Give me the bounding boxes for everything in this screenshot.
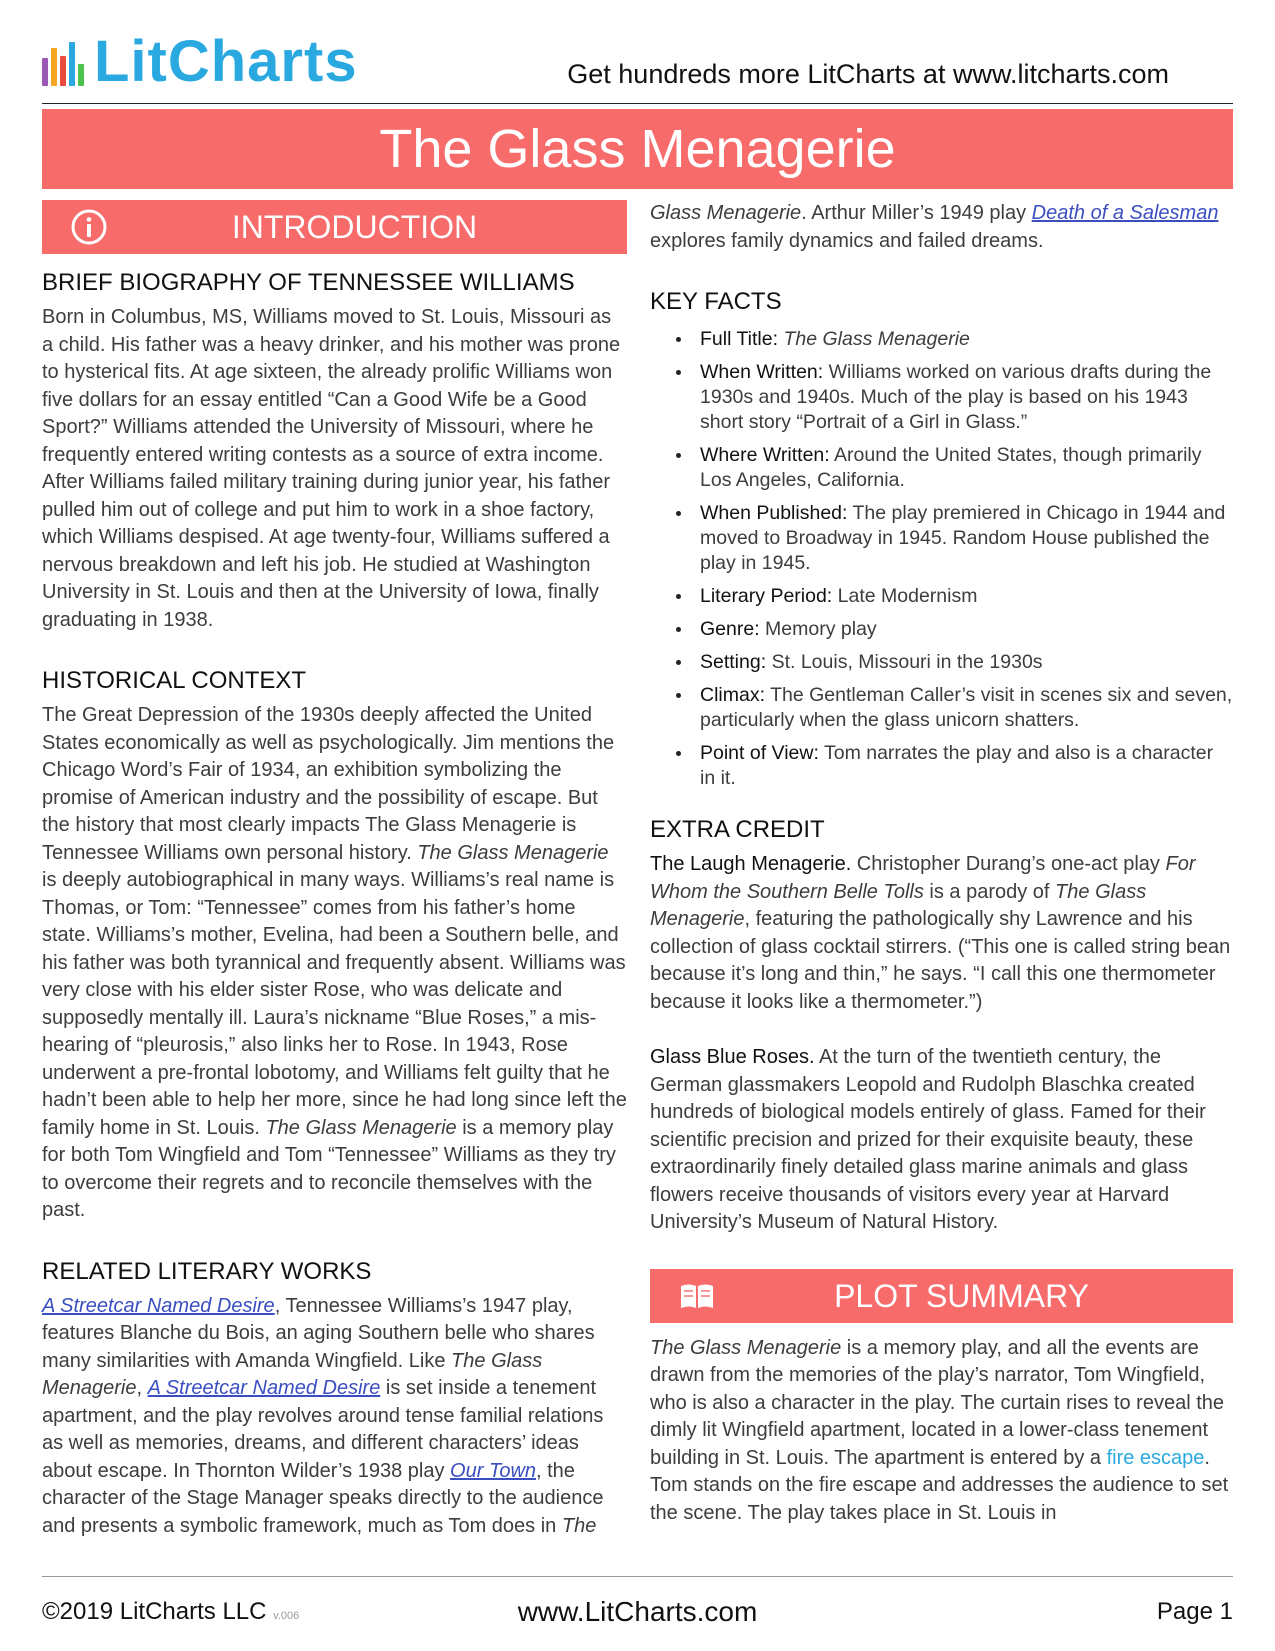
version-label: v.006 — [273, 1610, 300, 1622]
litcharts-logo[interactable] — [42, 30, 358, 94]
text-run: is a memory play for both Tom Wingfield and Tom “Tennessee” Williams as they try to overcome their regrets and to reconcile themselves with the past. — [42, 1116, 616, 1221]
italic-title: The Glass Menagerie — [417, 841, 609, 864]
footer-divider — [42, 1576, 1233, 1577]
historical-context-heading: HISTORICAL CONTEXT — [42, 667, 307, 694]
list-item — [700, 741, 1233, 791]
extra-credit-lead: The Laugh Menagerie. — [650, 853, 852, 875]
fact-value: The play premiered in Chicago in 1944 and moved to Broadway in 1945. Random House published the play in 1945. — [700, 502, 1226, 574]
header-divider — [42, 103, 1233, 104]
key-facts-heading: KEY FACTS — [650, 288, 782, 315]
extra-credit-paragraph — [650, 1044, 1233, 1237]
related-works-paragraph — [42, 1293, 627, 1541]
fact-value: Williams worked on various drafts during the 1930s and 1940s. Much of the play is based on his 1943 short story “Portrait of a Girl in Glass.” — [700, 361, 1212, 433]
open-book-icon — [678, 1277, 716, 1315]
list-item — [700, 443, 1233, 493]
text-run: . Tom stands on the fire escape and addresses the audience to set the scene. The play takes place in St. Louis in — [650, 1446, 1229, 1524]
text-run: . Arthur Miller’s 1949 play — [801, 202, 1032, 224]
extra-credit-paragraph — [650, 851, 1233, 1016]
copyright-text: ©2019 LitCharts LLC — [42, 1598, 267, 1625]
fact-label: Climax: — [700, 684, 766, 706]
link-death-of-a-salesman[interactable]: Death of a Salesman — [1031, 202, 1219, 224]
logo-bar — [51, 48, 57, 86]
text-run: At the turn of the twentieth century, the German glassmakers Leopold and Rudolph Blaschka created hundreds of biological models entirely of glass. Famed for their scientific precision and prized for their exquisite beauty, these extraordinarily finely detailed glass marine animals and glass flowers receive thousands of visitors every year at Harvard University’s Museum of Natural History. — [650, 1046, 1206, 1233]
italic-title: The Glass Menagerie — [265, 1116, 457, 1139]
list-item — [700, 584, 1233, 609]
fact-label: Where Written: — [700, 444, 830, 466]
introduction-label: INTRODUCTION — [231, 209, 478, 245]
promo-text[interactable]: Get hundreds more LitCharts at www.litcharts.com — [567, 59, 1169, 89]
logo-text: LitCharts — [94, 29, 358, 94]
logo-bar — [60, 56, 66, 86]
logo-bar — [42, 58, 48, 86]
list-item — [700, 501, 1233, 576]
logo-bar — [78, 64, 84, 86]
text-run: is set inside a tenement apartment, and the play revolves around tense familial relations as well as memories, dreams, and different characters’ ideas about escape. In Thornton Wilder’s 1938 play — [42, 1377, 604, 1482]
link-streetcar-2[interactable]: A Streetcar Named Desire — [147, 1377, 381, 1399]
fact-value: Memory play — [765, 618, 877, 640]
text-run: explores family dynamics and failed dreams. — [650, 229, 1044, 252]
text-run: is a memory play, and all the events are drawn from the memories of the play’s narrator, Tom Wingfield, who is also a character in the play. The curtain rises to reveal the dimly lit Wingfield apartment, located in a lower-class tenement building in St. Louis. The apartment is entered by a — [650, 1336, 1224, 1469]
fact-value: The Glass Menagerie — [783, 328, 970, 350]
extra-credit-lead: Glass Blue Roses. — [650, 1046, 815, 1068]
italic-title: The Glass Menagerie — [650, 1336, 842, 1359]
key-facts-list — [650, 327, 1233, 791]
bio-paragraph: Born in Columbus, MS, Williams moved to St. Louis, Missouri as a child. His father was a heavy drinker, and his mother was prone to hysterical fits. At age sixteen, the already prolific Williams won five dollars for an essay entitled “Can a Good Wife be a Good Sport?” Williams attended the University of Missouri, where he frequently entered writing contests as a source of extra income. After Williams failed military training during junior year, his father pulled him out of college and put him to work in a shoe factory, which Williams despised. At age twenty-four, Williams suffered a nervous breakdown and left his job. He studied at Washington University in St. Louis and then at the University of Iowa, finally graduating in 1938. — [42, 306, 621, 631]
link-fire-escape[interactable]: fire escape — [1106, 1446, 1205, 1469]
fact-value: Tom narrates the play and also is a character in it. — [700, 742, 1214, 789]
right-column — [650, 200, 1233, 1527]
fact-label: Point of View: — [700, 742, 819, 764]
fact-label: Setting: — [700, 651, 767, 673]
plot-summary-label: PLOT SUMMARY — [834, 1277, 1089, 1314]
text-run: The Great Depression of the 1930s deeply affected the United States economically as well as psychologically. Jim mentions the Chicago Word’s Fair of 1934, an exhibition symbolizing the promise of American industry and the possibility of escape. But the history that most clearly impacts The Glass Menagerie is Tennessee Williams own personal history. — [42, 704, 615, 864]
logo-bars-icon — [42, 42, 84, 86]
plot-summary-paragraph — [650, 1335, 1233, 1528]
text-run: , — [136, 1377, 148, 1399]
list-item — [700, 360, 1233, 435]
fact-value: The Gentleman Caller’s visit in scenes six and seven, particularly when the glass unicorn shatters. — [700, 684, 1233, 731]
list-item — [700, 617, 1233, 642]
text-run: , the character of the Stage Manager speaks directly to the audience and presents a symbolic framework, much as Tom does in — [42, 1459, 604, 1537]
fact-label: Literary Period: — [700, 585, 833, 607]
italic-title: The Glass Menagerie — [42, 1349, 543, 1399]
italic-title: For Whom the Southern Belle Tolls — [650, 853, 1196, 903]
page-number: Page 1 — [1156, 1598, 1233, 1625]
historical-context-paragraph — [42, 702, 627, 1225]
italic-title: The Glass Menagerie — [650, 880, 1147, 930]
page-title: The Glass Menagerie — [42, 109, 1233, 189]
fact-label: When Written: — [700, 361, 824, 383]
introduction-banner — [42, 200, 627, 254]
fact-value: Around the United States, though primarily Los Angeles, California. — [700, 444, 1202, 491]
fact-value: Late Modernism — [837, 585, 978, 607]
bio-heading: BRIEF BIOGRAPHY OF TENNESSEE WILLIAMS — [42, 269, 575, 296]
text-run: is deeply autobiographical in many ways. Williams’s real name is Thomas, or Tom: “Tennessee” comes from his father’s home state. Williams’s mother, Evelina, had been a Southern belle, and his father was both tyrannical and frequently absent. Williams was very close with his elder sister Rose, who was delicate and supposedly mentally ill. Laura’s nickname “Blue Roses,” a mis-hearing of “pleurosis,” also links her to Rose. In 1943, Rose underwent a pre-frontal lobotomy, and Williams felt guilty that he hadn’t been able to help her more, since he had long since left the family home in St. Louis. — [42, 869, 627, 1139]
text-run: Christopher Durang’s one-act play — [851, 853, 1166, 875]
fact-label: When Published: — [700, 502, 848, 524]
fact-value: St. Louis, Missouri in the 1930s — [771, 651, 1043, 673]
logo-bar — [69, 42, 75, 86]
plot-summary-banner — [650, 1269, 1233, 1323]
list-item — [700, 683, 1233, 733]
footer-site-link[interactable]: www.LitCharts.com — [517, 1596, 758, 1627]
text-run: , featuring the pathologically shy Lawrence and his collection of glass cocktail stirrers. (“This one is called string bean because it’s long and thin,” he says. “I call this one thermometer because it looks like a thermometer.”) — [650, 908, 1231, 1013]
link-streetcar[interactable]: A Streetcar Named Desire — [42, 1294, 275, 1317]
extra-credit-heading: EXTRA CREDIT — [650, 816, 825, 843]
italic-title-continued: The — [561, 1514, 597, 1537]
left-column — [42, 200, 627, 1540]
info-circle-icon — [70, 208, 108, 246]
link-our-town[interactable]: Our Town — [450, 1459, 537, 1482]
italic-title-continued: Glass Menagerie — [650, 202, 802, 224]
list-item — [700, 327, 1233, 352]
text-run: is a parody of — [923, 880, 1056, 903]
related-works-heading: RELATED LITERARY WORKS — [42, 1257, 372, 1285]
fact-label: Genre: — [700, 618, 760, 640]
text-run: , Tennessee Williams’s 1947 play, features Blanche du Bois, an aging Southern belle who shares many similarities with Amanda Wingfield. Like — [42, 1294, 595, 1372]
list-item — [700, 650, 1233, 675]
fact-label: Full Title: — [700, 328, 779, 350]
related-works-continued — [650, 200, 1233, 255]
